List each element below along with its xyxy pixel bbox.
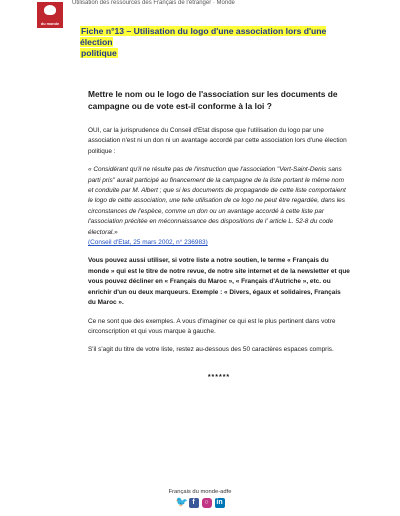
jurisprudence-quote	[88, 165, 350, 248]
paragraph-length-limit: S'il s'agit du titre de votre liste, restez au-dessous des 50 caractères espaces compris.	[88, 346, 334, 354]
twitter-icon[interactable]: 🐦	[175, 497, 188, 508]
header-top-line: Utilisation des ressources des Français de l'étranger · Monde	[72, 0, 235, 6]
paragraph-names: Vous pouvez aussi utiliser, si votre liste a notre soutien, le terme « Français du monde » qui est le titre de notre revue, de notre site internet et de la newsletter et que vous pouvez décliner en « Français du Maroc », « Français d'Autriche », etc. ou enrichir d'un ou deux marqueurs. Exemple : « Divers, égaux et solidaires, Français du Maroc ».	[88, 257, 350, 307]
instagram-icon[interactable]: ○	[202, 498, 212, 508]
logo-mark-icon	[44, 5, 56, 15]
footer-org-name: Français du monde-adfe	[168, 489, 232, 495]
question-heading: Mettre le nom ou le logo de l'association sur les documents de campagne ou de vote est-il conforme à la loi ?	[88, 89, 338, 111]
answer-intro: OUI, car la jurisprudence du Conseil d'Etat dispose que l'utilisation du logo par une association n'est ni un don ni un avantage accordé par cette association lors d'une élection politique :	[88, 127, 347, 155]
document-body	[88, 88, 350, 381]
facebook-icon[interactable]: f	[189, 498, 199, 508]
section-separator: ******	[207, 373, 231, 381]
logo-text: du monde	[40, 22, 60, 26]
association-logo	[37, 2, 63, 28]
linkedin-icon[interactable]: in	[216, 499, 223, 506]
fiche-title-line2: politique	[81, 48, 117, 58]
fiche-title	[80, 26, 358, 59]
fiche-title-line1: Fiche n°13 – Utilisation du logo d'une association lors d'une élection	[80, 26, 327, 47]
social-links	[0, 498, 400, 508]
quote-text: « Considérant qu'il ne résulte pas de l'instruction que l'association "Vert-Saint-Denis sans parti pris" aurait participé au financement de la campagne de la liste portant le même nom et conduite par M. Albert ; que si les documents de propagande de cette liste comportaient le logo de cette association, une telle utilisation de ce logo ne peut être regardée, dans les circonstances de l'espèce, comme un don ou un avantage accordé à cette liste par l'association précitée en méconnaissance des dispositions de l' article L. 52-8 du code électoral.»	[88, 166, 346, 236]
conseil-etat-link[interactable]: (Conseil d'Etat, 25 mars 2002, n° 236983)	[88, 239, 208, 247]
footer	[0, 489, 400, 508]
paragraph-examples: Ce ne sont que des exemples. A vous d'imaginer ce qui est le plus pertinent dans votre circonscription et qui vous marque à gauche.	[88, 317, 336, 335]
